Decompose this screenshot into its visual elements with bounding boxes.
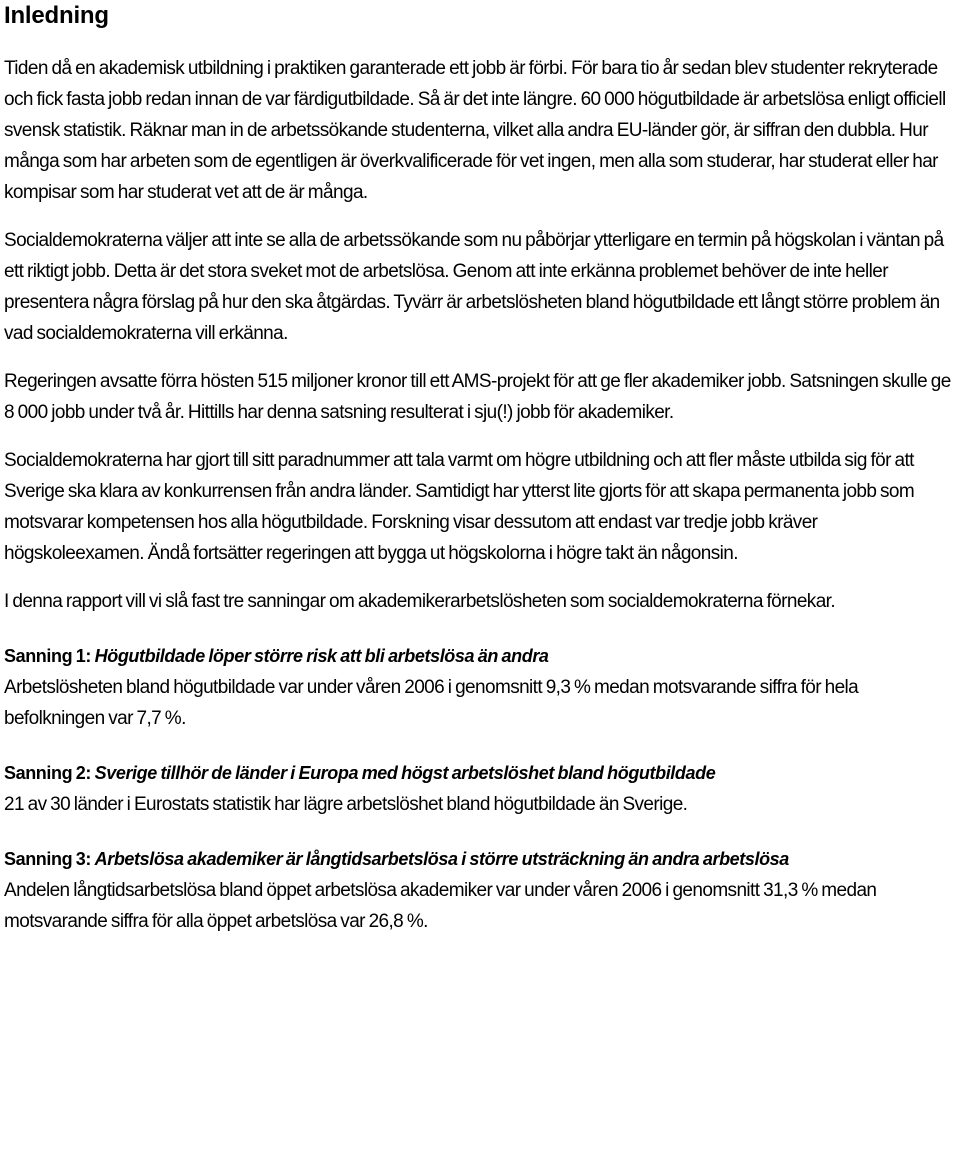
truth-3-body: Andelen långtidsarbetslösa bland öppet arbetslösa akademiker var under våren 2006 i genomsnitt 31,3 % medan motsvarande siffra för alla öppet arbetslösa var 26,8 %.: [4, 880, 877, 932]
truth-1-claim: Högutbildade löper större risk att bli arbetslösa än andra: [94, 646, 549, 666]
truth-3: [4, 844, 952, 937]
truth-2-heading: [4, 758, 952, 789]
truth-1-heading: [4, 641, 952, 672]
truth-3-claim: Arbetslösa akademiker är långtidsarbetslösa i större utsträckning än andra arbetslösa: [94, 849, 789, 869]
truth-2-claim: Sverige tillhör de länder i Europa med högst arbetslöshet bland högutbildade: [94, 763, 716, 783]
paragraph-social-democrats: Socialdemokraterna väljer att inte se alla de arbetssökande som nu påbörjar ytterligare en termin på högskolan i väntan på ett riktigt jobb. Detta är det stora sveket mot de arbetslösa. Genom att inte erkänna problemet behöver de inte heller presentera några förslag på hur den ska åtgärdas. Tyvärr är arbetslösheten bland högutbildade ett långt större problem än vad socialdemokraterna vill erkänna.: [4, 230, 944, 344]
truth-1: [4, 641, 952, 734]
truth-3-heading: [4, 844, 952, 875]
paragraph-higher-education: Socialdemokraterna har gjort till sitt paradnummer att tala varmt om högre utbildning och att fler måste utbilda sig för att Sverige ska klara av konkurrensen från andra länder. Samtidigt har ytterst lite gjorts för att skapa permanenta jobb som motsvarar kompetensen hos alla högutbildade. Forskning visar dessutom att endast var tredje jobb kräver högskoleexamen. Ändå fortsätter regeringen att bygga ut högskolorna i högre takt än någonsin.: [4, 450, 915, 564]
paragraph-intro: Tiden då en akademisk utbildning i praktiken garanterade ett jobb är förbi. För bara tio år sedan blev studenter rekryterade och fick fasta jobb redan innan de var färdigutbildade. Så är det inte längre. 60 000 högutbildade är arbetslösa enligt officiell svensk statistik. Räknar man in de arbetssökande studenterna, vilket alla andra EU-länder gör, är siffran den dubbla. Hur många som har arbeten som de egentligen är överkvalificerade för vet ingen, men alla som studerar, har studerat eller har kompisar som har studerat vet att de är många.: [4, 58, 946, 203]
truth-2: [4, 758, 952, 820]
truth-2-label: Sanning 2:: [4, 763, 92, 783]
truth-3-label: Sanning 3:: [4, 849, 92, 869]
paragraph-report-purpose: I denna rapport vill vi slå fast tre sanningar om akademikerarbetslösheten som socialdemokraterna förnekar.: [4, 591, 836, 612]
section-heading: Inledning: [4, 2, 109, 29]
truth-1-label: Sanning 1:: [4, 646, 92, 666]
paragraph-government-project: Regeringen avsatte förra hösten 515 miljoner kronor till ett AMS-projekt för att ge fler akademiker jobb. Satsningen skulle ge 8 000 jobb under två år. Hittills har denna satsning resulterat i sju(!) jobb för akademiker.: [4, 371, 951, 423]
truth-1-body: Arbetslösheten bland högutbildade var under våren 2006 i genomsnitt 9,3 % medan motsvarande siffra för hela befolkningen var 7,7 %.: [4, 677, 859, 729]
truth-2-body: 21 av 30 länder i Eurostats statistik har lägre arbetslöshet bland högutbildade än Sverige.: [4, 794, 688, 815]
